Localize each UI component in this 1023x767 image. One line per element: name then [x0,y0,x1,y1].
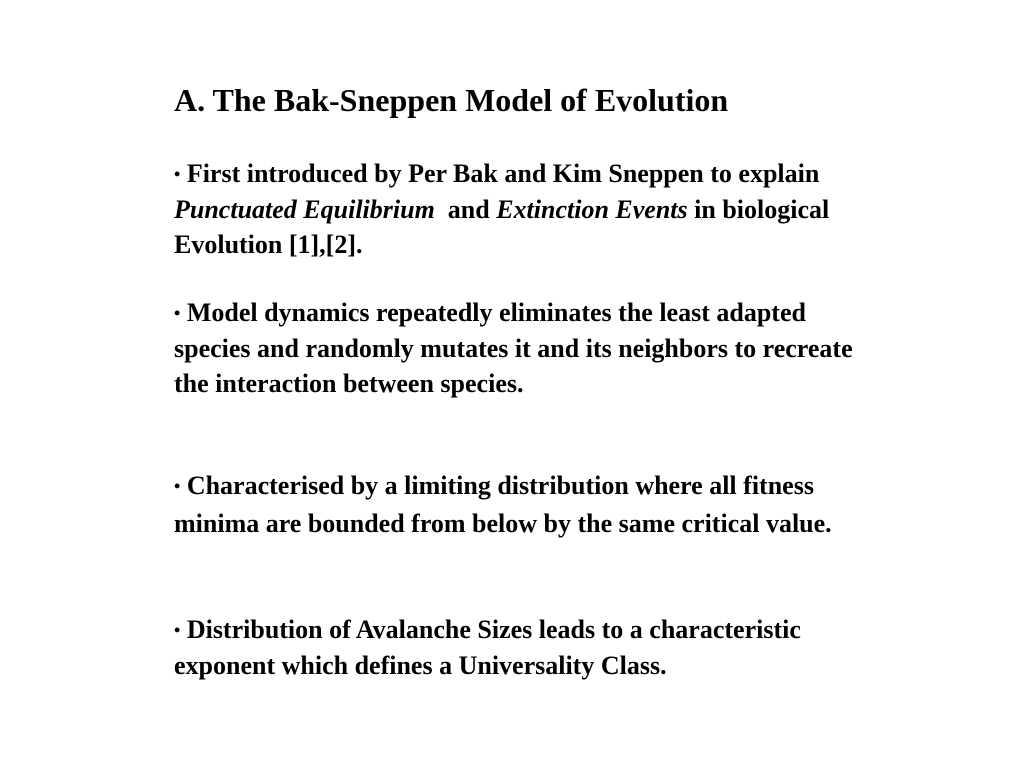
bullet-text-lead: First introduced by Per Bak and Kim Sneppen to explain [180,159,820,188]
bullet-punctuated-equilibrium [174,156,864,262]
bullet-text: Model dynamics repeatedly eliminates the least adapted species and randomly mutates it and its neighbors to recreate the interaction between species. [174,298,853,398]
bullet-avalanche-sizes [174,612,864,683]
bullet-text-mid: and [434,195,497,224]
bullet-marker: • [174,620,181,640]
emphasis-extinction-events: Extinction Events [496,195,688,224]
emphasis-punctuated-equilibrium: Punctuated Equilibrium [174,195,435,224]
bullet-marker: • [174,164,181,184]
bullet-text: Distribution of Avalanche Sizes leads to a characteristic exponent which defines a Universality Class. [174,615,801,680]
bullet-text-tail: in biological Evolution [1],[2]. [174,195,830,259]
bullet-limiting-distribution [174,467,864,543]
bullet-marker: • [174,303,181,323]
slide-title: A. The Bak-Sneppen Model of Evolution [174,82,729,118]
bullet-marker: • [174,476,181,496]
bullet-model-dynamics [174,295,864,401]
bullet-text: Characterised by a limiting distribution where all fitness minima are bounded from below by the same critical value. [174,471,832,538]
